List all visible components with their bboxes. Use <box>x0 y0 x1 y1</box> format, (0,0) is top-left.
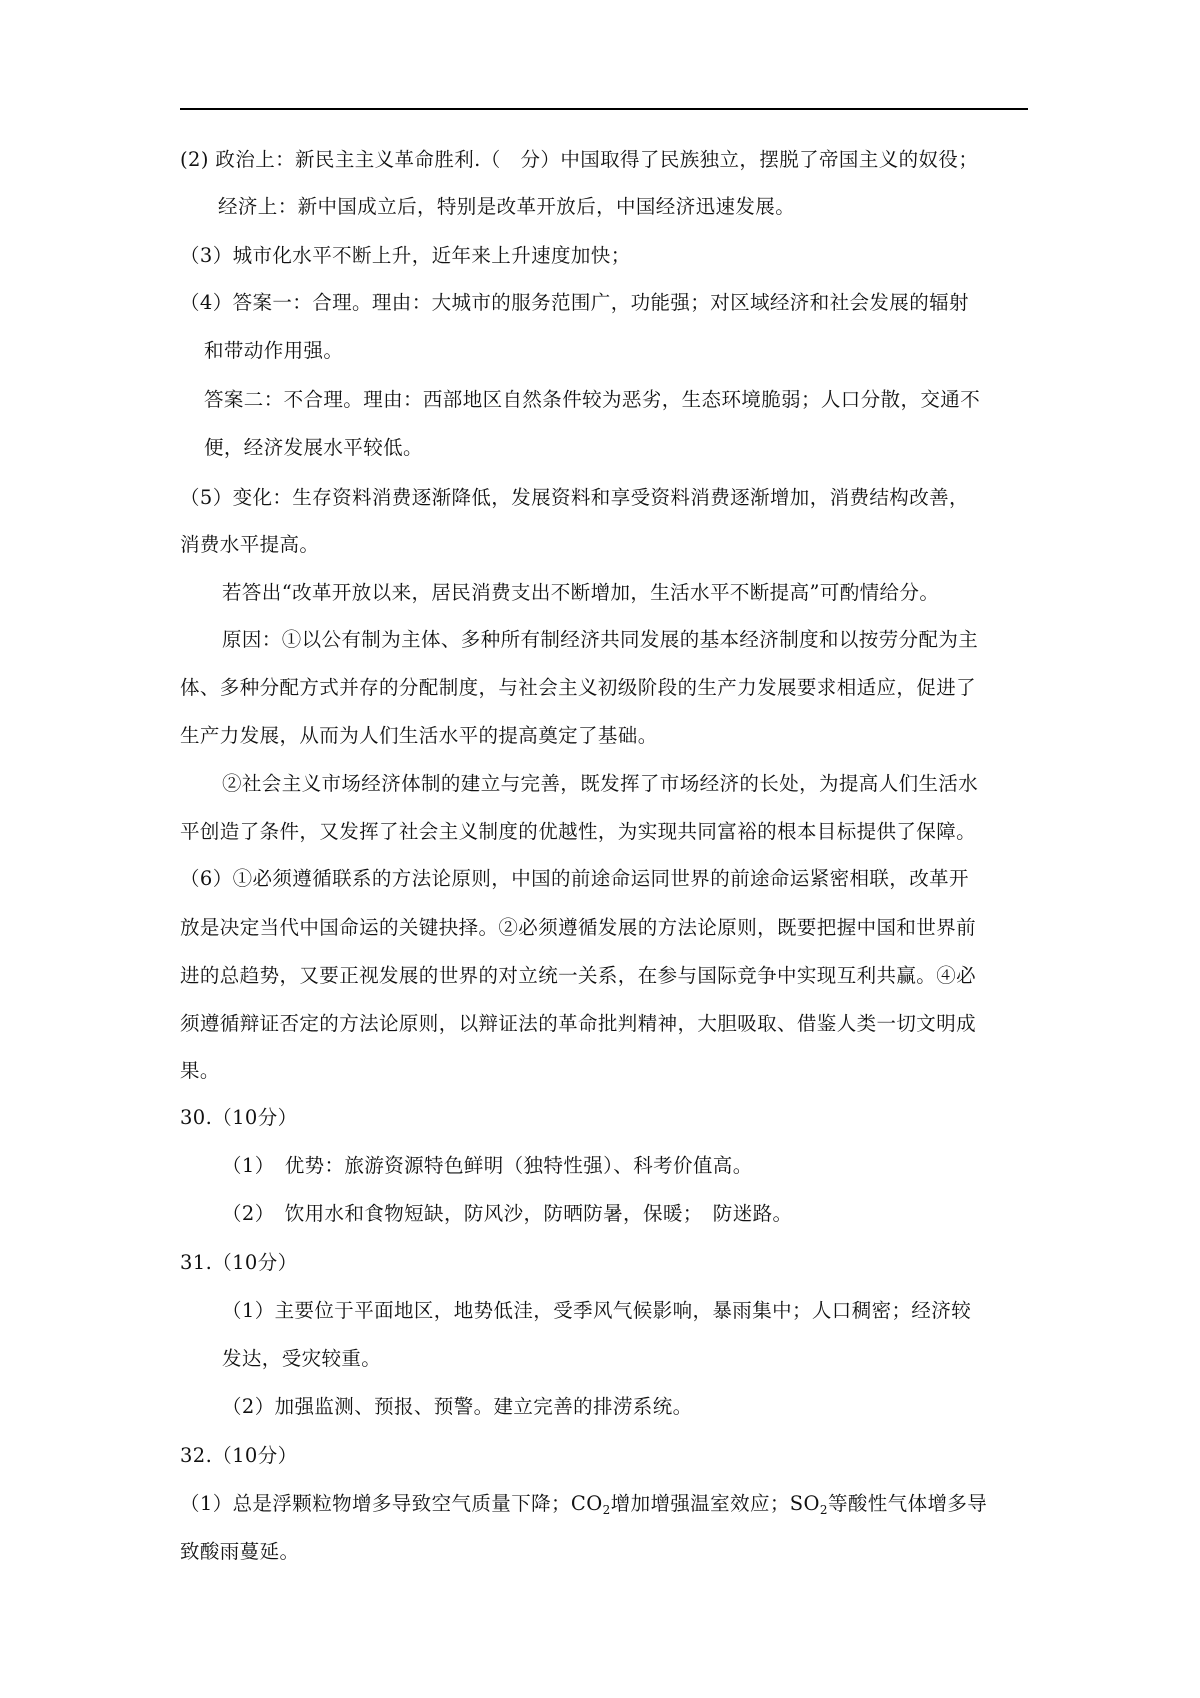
q31-part2: （2）加强监测、预报、预警。建立完善的排涝系统。 <box>222 1395 693 1418</box>
q29-part6-line5: 果。 <box>180 1059 220 1082</box>
q30-heading: 30.（10分） <box>180 1106 298 1129</box>
q32-part1-line1 <box>180 1491 987 1517</box>
q29-part4-line1: （4）答案一：合理。理由：大城市的服务范围广，功能强；对区域经济和社会发展的辐射 <box>180 291 969 314</box>
q29-part3: （3）城市化水平不断上升，近年来上升速度加快； <box>180 244 631 267</box>
q29-part5-reason1-line3: 生产力发展，从而为人们生活水平的提高奠定了基础。 <box>180 724 658 747</box>
q32-part1-text-a: （1）总是浮颗粒物增多导致空气质量下降；CO <box>180 1492 603 1515</box>
q29-part5-reason1-line2: 体、多种分配方式并存的分配制度，与社会主义初级阶段的生产力发展要求相适应，促进了 <box>180 676 977 699</box>
q32-part1-text-c: 等酸性气体增多导 <box>827 1492 988 1515</box>
q29-part5-line2: 消费水平提高。 <box>180 533 320 556</box>
q29-part5-reason2-line1: ②社会主义市场经济体制的建立与完善，既发挥了市场经济的长处，为提高人们生活水 <box>222 772 979 795</box>
q31-heading: 31.（10分） <box>180 1251 298 1274</box>
q29-part4-line4: 便，经济发展水平较低。 <box>204 436 423 459</box>
q30-part1: （1） 优势：旅游资源特色鲜明（独特性强）、科考价值高。 <box>222 1154 753 1177</box>
q31-part1-line1: （1）主要位于平面地区，地势低洼，受季风气候影响，暴雨集中；人口稠密；经济较 <box>222 1299 972 1322</box>
q32-part1-line2: 致酸雨蔓延。 <box>180 1540 300 1563</box>
q29-part5-reason1-line1: 原因：①以公有制为主体、多种所有制经济共同发展的基本经济制度和以按劳分配为主 <box>222 628 979 651</box>
co2-subscript: 2 <box>602 1503 611 1517</box>
q29-part4-line3: 答案二：不合理。理由：西部地区自然条件较为恶劣，生态环境脆弱；人口分散，交通不 <box>204 388 981 411</box>
q30-part2: （2） 饮用水和食物短缺，防风沙，防晒防暑，保暖； 防迷路。 <box>222 1202 793 1225</box>
header-rule <box>180 108 1028 110</box>
q29-part5-note: 若答出“改革开放以来，居民消费支出不断增加，生活水平不断提高”可酌情给分。 <box>222 581 940 604</box>
q31-part1-line2: 发达，受灾较重。 <box>222 1347 382 1370</box>
so2-subscript: 2 <box>819 1503 828 1517</box>
q29-part5-reason2-line2: 平创造了条件，又发挥了社会主义制度的优越性，为实现共同富裕的根本目标提供了保障。 <box>180 820 977 843</box>
q29-part6-line4: 须遵循辩证否定的方法论原则，以辩证法的革命批判精神，大胆吸取、借鉴人类一切文明成 <box>180 1012 977 1035</box>
q32-heading: 32.（10分） <box>180 1444 298 1467</box>
q29-part6-line1: （6）①必须遵循联系的方法论原则，中国的前途命运同世界的前途命运紧密相联，改革开 <box>180 867 969 890</box>
q32-part1-text-b: 增加增强温室效应；SO <box>610 1492 820 1515</box>
q29-part5-line1: （5）变化：生存资料消费逐渐降低，发展资料和享受资料消费逐渐增加，消费结构改善， <box>180 486 969 509</box>
q29-part2-line2: 经济上：新中国成立后，特别是改革开放后，中国经济迅速发展。 <box>218 195 796 218</box>
q29-part6-line3: 进的总趋势，又要正视发展的世界的对立统一关系，在参与国际竞争中实现互利共赢。④必 <box>180 964 977 987</box>
q29-part4-line2: 和带动作用强。 <box>204 339 344 362</box>
q29-part2-line1: (2) 政治上：新民主主义革命胜利.（ 分）中国取得了民族独立，摆脱了帝国主义的奴役； <box>180 148 979 171</box>
q29-part6-line2: 放是决定当代中国命运的关键抉择。②必须遵循发展的方法论原则，既要把握中国和世界前 <box>180 916 977 939</box>
